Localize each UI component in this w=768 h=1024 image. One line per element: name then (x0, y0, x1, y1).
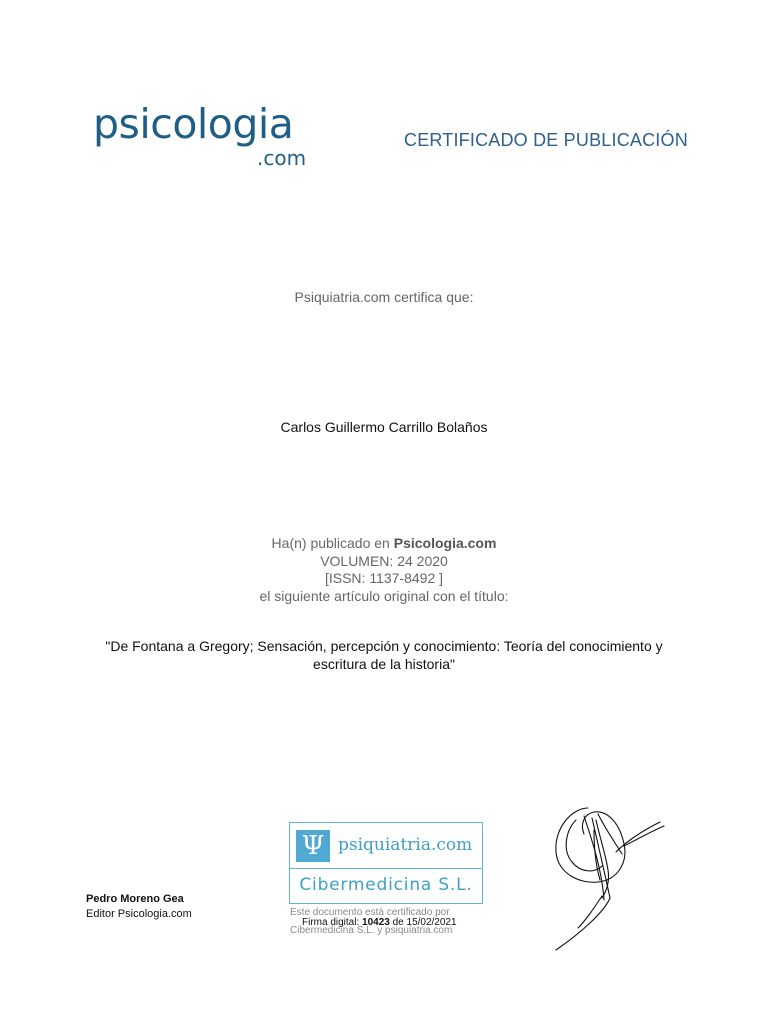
certifies-text: Psiquiatria.com certifica que: (294, 289, 474, 305)
published-line (0, 535, 768, 553)
issn-line: [ISSN: 1137-8492 ] (324, 570, 444, 586)
psicologia-logo (93, 100, 323, 174)
certificate-title: CERTIFICADO DE PUBLICACIÓN (404, 130, 688, 150)
article-intro: el siguiente artículo original con el título: (259, 587, 509, 604)
article-title-line-2: escritura de la historia" (313, 656, 455, 672)
article-title-line-1: "De Fontana a Gregory; Sensación, percepción y conocimiento: Teoría del conocimiento y (105, 638, 663, 654)
volume-line: VOLUMEN: 24 2020 (320, 552, 448, 569)
article-title (84, 637, 684, 673)
editor-name: Pedro Moreno Gea (86, 893, 184, 905)
certification-stamp (289, 822, 483, 904)
signature-prefix: Firma digital: (302, 917, 363, 928)
stamp-site: psiquiatria.com (338, 835, 473, 855)
publication-block (0, 535, 768, 605)
signature-date: de 15/02/2021 (389, 917, 457, 928)
stamp-note-line-3: Cibermedicina S.L. y psiquiatria.com (290, 925, 453, 936)
editor-role: Editor Psicologia.com (86, 908, 192, 920)
logo-wordmark: psicologia (93, 100, 294, 148)
stamp-company: Cibermedicina S.L. (299, 875, 473, 895)
stamp-header (290, 823, 482, 869)
psi-icon: Ψ (296, 830, 330, 862)
handwritten-signature (536, 800, 678, 956)
author-name: Carlos Guillermo Carrillo Bolaños (280, 419, 488, 435)
signature-number: 10423 (362, 917, 390, 928)
published-site: Psicologia.com (393, 535, 497, 551)
published-prefix: Ha(n) publicado en (271, 535, 394, 551)
stamp-note-line-1: Este documento está certificado por (290, 907, 450, 918)
logo-domain: .com (257, 146, 307, 170)
